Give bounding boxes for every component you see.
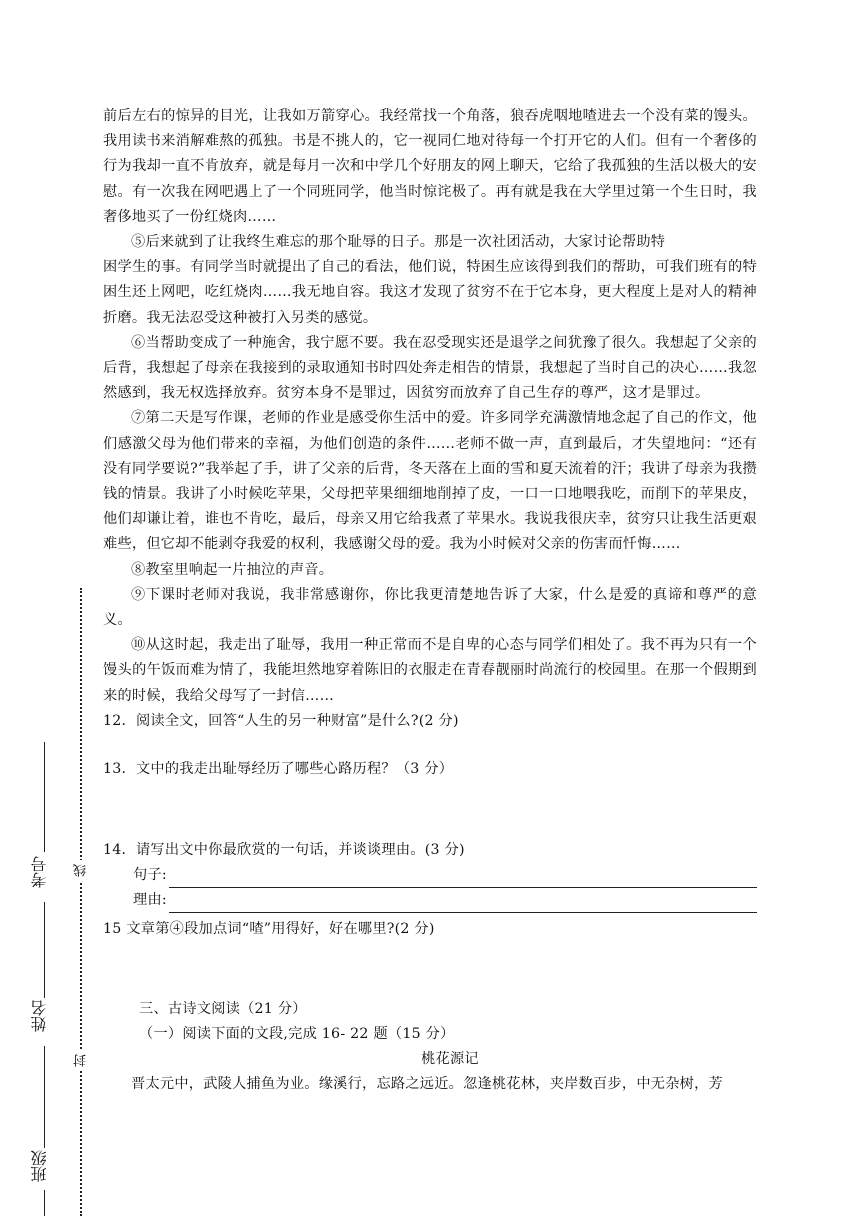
exam-number-field-line[interactable] [44,742,45,852]
binding-xian-mark: 线 [72,860,91,881]
name-field-line[interactable] [44,902,45,998]
paragraph-4-continued: 前后左右的惊异的目光，让我如万箭穿心。我经常找一个角落，狼吞虎咽地喳进去一个没有菜的馒头。我用读书来消解难熬的孤独。书是不挑人的，它一视同仁地对待每一个打开它的人们。但有一个奢侈的行为我却一直不肯放弃，就是每月一次和中学几个好朋友的网上聊天，它给了我孤独的生活以极大的安慰。有一次我在网吧遇上了一个同班同学，他当时惊诧极了。再有就是我在大学里过第一个生日时，我奢侈地买了一份红烧肉…… [103,108,757,225]
question-13: 13．文中的我走出耻辱经历了哪些心路历程？（3 分） [103,761,454,778]
paragraph-5-continued: 困学生的事。有同学当时就提出了自己的看法，他们说，特困生应该得到我们的帮助，可我们班有的特困生还上网吧，吃红烧肉……我无地自容。我这才发现了贫穷不在于它本身，更大程度上是对人的精神折磨。我无法忍受这种被打入另类的感觉。 [103,259,757,326]
paragraph-6: ⑥当帮助变成了一种施舍，我宁愿不要。我在忍受现实还是退学之间犹豫了很久。我想起了父亲的后背，我想起了母亲在我接到的录取通知书时四处奔走相告的情景，我想起了当时自己的决心……我忽然感到，我无权选择放弃。贫穷本身不是罪过，因贫穷而放弃了自己生存的尊严，这才是罪过。 [103,334,757,402]
q14-reason-label: 理由: [133,892,167,909]
question-14: 14．请写出文中你最欣赏的一句话，并谈谈理由。(3 分) [103,842,465,859]
section-3-sub-heading: （一）阅读下面的文段,完成 16- 22 题（15 分） [139,1025,455,1042]
question-12: 12．阅读全文，回答“人生的另一种财富”是什么?(2 分) [103,712,459,729]
binding-dotted-line [80,588,82,1216]
question-15: 15 文章第④段加点词“喳”用得好，好在哪里?(2 分) [103,921,435,938]
q14-reason-answer-line[interactable] [169,895,757,913]
paragraph-10: ⑩从这时起，我走出了耻辱，我用一种正常而不是自卑的心态与同学们相处了。我不再为只有一个馒头的午饭而难为情了，我能坦然地穿着陈旧的衣服走在青春靓丽时尚流行的校园里。在那一个假期到来的时候，我给父母写了一封信…… [103,637,757,704]
paragraph-8: ⑧教室里响起一片抽泣的声音。 [131,561,334,578]
paragraph-7: ⑦第二天是写作课，老师的作业是感受你生活中的爱。许多同学充满激情地念起了自己的作文，他们感激父母为他们带来的幸福，为他们创造的条件……老师不做一声，直到最后，才失望地问：“还有没有同学要说?”我举起了手，讲了父亲的后背，冬天落在上面的雪和夏天流着的汗；我讲了母亲为我攒钱的情景。我讲了小时候吃苹果，父母把苹果细细地削掉了皮，一口一口地喂我吃，而削下的苹果皮，他们却谦让着，谁也不肯吃，最后，母亲又用它给我煮了苹果水。我说我很庆幸，贫穷只让我生活更艰难些，但它却不能剥夺我爱的权利，我感谢父母的爱。我为小时候对父亲的伤害而忏悔…… [103,410,757,553]
name-label: 姓名 [30,1000,49,1032]
passage-title: 桃花源记 [421,1051,479,1068]
q14-sentence-row [103,863,757,888]
q14-sentence-answer-line[interactable] [169,870,757,888]
exam-page-content [103,104,757,1098]
passage-first-line: 晋太元中，武陵人捕鱼为业。缘溪行，忘路之远近。忽逢桃花林，夹岸数百步，中无杂树，芳 [131,1076,723,1093]
q14-reason-row [103,888,757,913]
section-3-heading: 三、古诗文阅读（21 分） [139,1000,307,1017]
class-field-line-bottom [44,1190,45,1216]
exam-number-label: 考号 [30,856,49,888]
class-field-line[interactable] [44,1046,45,1148]
binding-feng-mark: 封 [72,1050,91,1071]
class-label: 班级 [30,1150,49,1182]
paragraph-5: ⑤后来就到了让我终生难忘的那个耻辱的日子。那是一次社团活动，大家讨论帮助特 [131,234,666,251]
q14-sentence-label: 句子: [133,867,167,884]
paragraph-9: ⑨下课时老师对我说，我非常感谢你，你比我更清楚地告诉了大家，什么是爱的真谛和尊严的意义。 [103,586,757,629]
